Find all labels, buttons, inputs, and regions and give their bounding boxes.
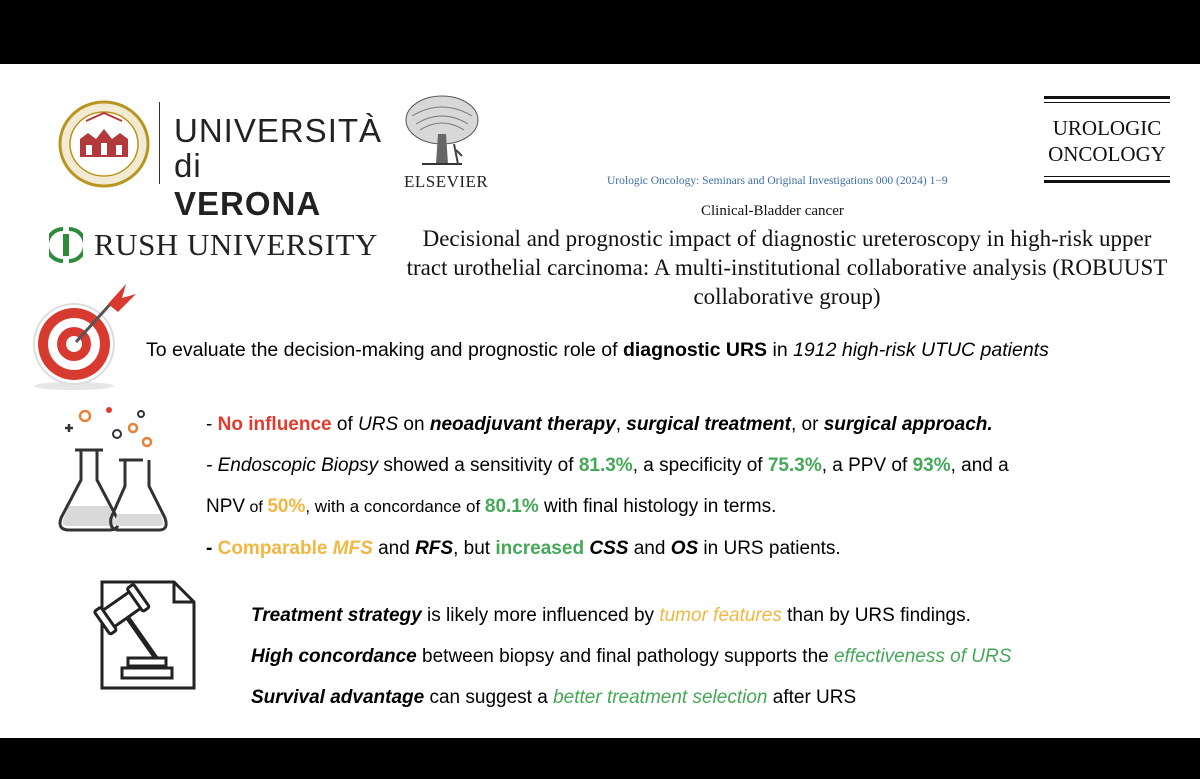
c2-bold: High concordance	[251, 646, 417, 667]
b2-npv: 50%	[267, 496, 306, 517]
conclusion-1	[251, 595, 1011, 636]
b1-surg: surgical treatment	[626, 414, 791, 435]
b3-t3: , but	[453, 538, 496, 559]
b2-t2: , a specificity of	[632, 455, 768, 476]
objective-statement	[146, 339, 1049, 362]
result-bullet-2	[206, 445, 1181, 486]
c1-t1: is likely more influenced by	[421, 605, 660, 626]
uo-rule-bottom	[1044, 176, 1170, 177]
result-bullet-1	[206, 404, 1181, 445]
b2-spec: 75.3%	[767, 455, 822, 476]
results-list	[206, 404, 1181, 569]
b2-sens: 81.3%	[578, 455, 633, 476]
article-category: Clinical-Bladder cancer	[701, 203, 844, 219]
journal-reference: Urologic Oncology: Seminars and Original Investigations 000 (2024) 1−9	[607, 175, 948, 187]
univr-line2	[174, 147, 352, 223]
b3-mfs: MFS	[332, 538, 373, 559]
b1-urs: URS	[358, 414, 399, 435]
rush-logo-icon	[49, 226, 83, 264]
b2-t3: , a PPV of	[821, 455, 913, 476]
uo-line1: UROLOGIC	[1052, 116, 1162, 140]
c1-hl: tumor features	[659, 605, 782, 626]
c3-t2: after URS	[767, 687, 857, 708]
b3-dash: -	[206, 538, 218, 559]
b2-t4: , and a	[950, 455, 1009, 476]
article-title: Decisional and prognostic impact of diagnostic ureteroscopy in high-risk upper tract urothelial carcinoma: A multi-institutional collaborative analysis (ROBUUST collaborative group)	[406, 226, 1168, 309]
c3-hl: better treatment selection	[553, 687, 768, 708]
rush-wordmark: RUSH UNIVERSITY	[94, 227, 378, 262]
b1-dash: -	[206, 414, 218, 435]
b2-t6: , with a concordance of	[305, 497, 485, 516]
elsevier-tree-icon	[402, 94, 482, 170]
b3-os: OS	[670, 538, 699, 559]
b3-rfs: RFS	[415, 538, 454, 559]
univr-line1: UNIVERSITÀ	[174, 112, 383, 149]
b3-t5: and	[628, 538, 671, 559]
b2-t7: with final histology in terms.	[538, 496, 777, 517]
univr-line2-bold: VERONA	[174, 185, 322, 222]
objective-bold: diagnostic URS	[622, 339, 768, 361]
b2-t5: of	[245, 499, 268, 516]
c1-t2: than by URS findings.	[781, 605, 971, 626]
c3-t1: can suggest a	[424, 687, 554, 708]
uo-line2: ONCOLOGY	[1048, 142, 1166, 166]
uo-rule-top	[1044, 96, 1170, 99]
b2-eb: Endoscopic Biopsy	[217, 455, 379, 476]
uo-rule-bottom2	[1044, 180, 1170, 183]
conclusion-2	[251, 636, 1011, 677]
uo-rule-top2	[1044, 102, 1170, 103]
b3-t2: and	[372, 538, 416, 559]
b1-t2: on	[398, 414, 430, 435]
result-bullet-3	[206, 528, 1181, 569]
b2-npv-label: NPV	[206, 496, 246, 517]
b1-neo: neoadjuvant therapy	[429, 414, 616, 435]
lab-flasks-icon	[55, 406, 173, 540]
slide	[0, 64, 1200, 738]
b2-conc: 80.1%	[484, 496, 539, 517]
objective-italic: 1912 high-risk UTUC patients	[793, 339, 1049, 361]
univr-divider	[159, 102, 160, 184]
c1-bold: Treatment strategy	[251, 605, 422, 626]
c3-bold: Survival advantage	[251, 687, 425, 708]
elsevier-wordmark: ELSEVIER	[404, 172, 489, 191]
b1-t4: , or	[790, 414, 824, 435]
b3-css: CSS	[589, 538, 629, 559]
gavel-document-icon	[70, 578, 210, 692]
c2-hl: effectiveness of URS	[833, 646, 1012, 667]
c2-t1: between biopsy and final pathology supports the	[416, 646, 834, 667]
objective-mid: in	[767, 339, 794, 361]
conclusion-3	[251, 677, 1011, 718]
objective-pre: To evaluate the decision-making and prognostic role of	[146, 339, 623, 361]
univr-line2-prefix: di	[174, 147, 202, 184]
conclusions-list	[251, 595, 1011, 718]
univr-logo	[46, 94, 383, 222]
b2-t1: showed a sensitivity of	[378, 455, 579, 476]
b3-inc: increased	[495, 538, 585, 559]
b2-ppv: 93%	[912, 455, 951, 476]
b1-t3: ,	[615, 414, 627, 435]
b1-appr: surgical approach.	[823, 414, 993, 435]
b1-t1: of	[331, 414, 359, 435]
b3-comp: Comparable	[217, 538, 328, 559]
target-dart-icon	[26, 282, 144, 392]
result-bullet-2-cont	[206, 486, 1181, 528]
b3-t6: in URS patients.	[698, 538, 841, 559]
b2-dash: -	[206, 455, 218, 476]
university-seal-icon	[56, 99, 152, 189]
b1-red: No influence	[217, 414, 332, 435]
